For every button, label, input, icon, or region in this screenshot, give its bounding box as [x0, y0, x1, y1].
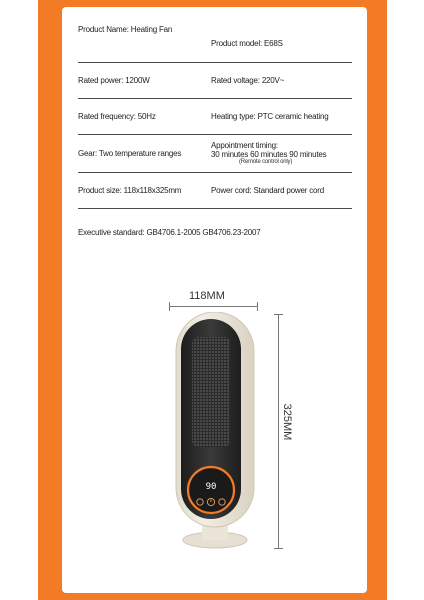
appointment-note: (Remote control only): [239, 159, 293, 165]
height-tick-bottom: [274, 548, 283, 549]
power-cord: Power cord: Standard power cord: [211, 186, 324, 195]
spec-row-name: [78, 25, 352, 63]
spec-row-power: [78, 63, 352, 99]
width-tick-left: [169, 302, 170, 311]
rated-voltage: Rated voltage: 220V~: [211, 76, 285, 85]
product-size: Product size: 118x118x325mm: [78, 186, 182, 195]
appointment-timing: [211, 135, 352, 172]
height-tick-top: [274, 314, 283, 315]
spec-row-gear: [78, 135, 352, 173]
heater-grille: [192, 337, 230, 447]
height-dimension-label: 325MM: [281, 403, 293, 441]
product-name: Product Name: Heating Fan: [78, 25, 173, 34]
rated-power: Rated power: 1200W: [78, 76, 150, 85]
spec-row-size: [78, 173, 352, 209]
heater-image: [170, 312, 260, 552]
temperature-readout: 90: [205, 482, 217, 492]
rated-frequency: Rated frequency: 50Hz: [78, 112, 156, 121]
gear: Gear: Two temperature ranges: [78, 149, 182, 158]
executive-standard: Executive standard: GB4706.1-2005 GB4706.23-2007: [78, 228, 261, 237]
appointment-title: Appointment timing:: [211, 141, 278, 150]
spec-row-frequency: [78, 99, 352, 135]
width-dimension-line: [169, 306, 257, 307]
appointment-values: 30 minutes 60 minutes 90 minutes: [211, 150, 327, 159]
spec-card: [62, 7, 367, 593]
spec-table: [78, 25, 352, 209]
product-model: Product model: E68S: [211, 39, 283, 48]
heating-type: Heating type: PTC ceramic heating: [211, 112, 329, 121]
width-tick-right: [257, 302, 258, 311]
width-dimension-label: 118MM: [189, 290, 225, 302]
